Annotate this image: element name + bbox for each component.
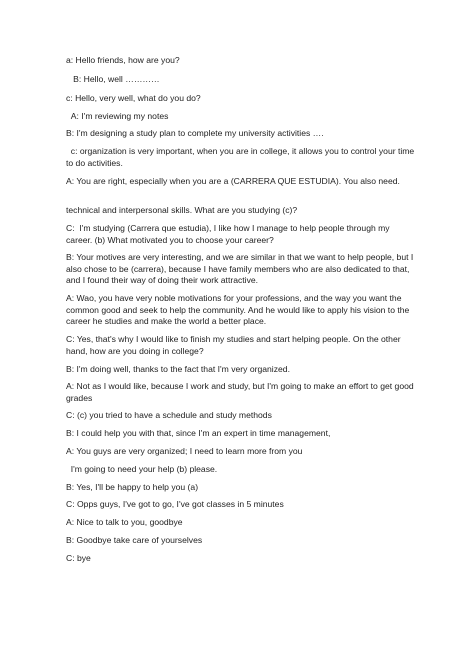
dialogue-line: a: Hello friends, how are you? [66,55,180,65]
dialogue-line: C: Yes, that's why I would like to finish my studies and start helping people. On the other hand, how are you doing in college? [66,334,403,356]
dialogue-line: C: I'm studying (Carrera que estudia), I like how I manage to help people through my career. (b) What motivated you to choose your career? [66,223,392,245]
dialogue-line: A: You are right, especially when you are a (CARRERA QUE ESTUDIA). You also need. [66,176,400,186]
dialogue-line: B: I could help you with that, since I'm an expert in time management, [66,428,331,438]
dialogue-line: c: Hello, very well, what do you do? [66,93,201,103]
dialogue-line: c: organization is very important, when you are in college, it allows you to control your time to do activities. [66,146,417,168]
dialogue-line: A: You guys are very organized; I need to learn more from you [66,446,303,456]
dialogue-line: I'm going to need your help (b) please. [66,464,218,474]
dialogue-line: B: Your motives are very interesting, and we are similar in that we want to help people, but I also chose to be (carrera), because I have family members who are also dedicated to that, and I found their way of doing their work attractive. [66,252,416,285]
dialogue-line: C: bye [66,553,91,563]
dialogue-line: A: Wao, you have very noble motivations for your professions, and the way you want the common good and seek to help the community. And he would like to apply his vision to the career he studies and make the world a better place. [66,293,412,326]
dialogue-line: B: Hello, well ………… [66,74,160,84]
dialogue-line: C: (c) you tried to have a schedule and study methods [66,410,272,420]
dialogue-line: B: I'm doing well, thanks to the fact that I'm very organized. [66,364,290,374]
dialogue-line: technical and interpersonal skills. What are you studying (c)? [66,205,298,215]
dialogue-line: B: I'm designing a study plan to complete my university activities …. [66,128,324,138]
dialogue-line: A: I'm reviewing my notes [66,111,169,121]
dialogue-line: B: Goodbye take care of yourselves [66,535,203,545]
dialogue-line: A: Nice to talk to you, goodbye [66,517,183,527]
dialogue-line: B: Yes, I'll be happy to help you (a) [66,482,199,492]
dialogue-line: A: Not as I would like, because I work and study, but I'm going to make an effort to get good grades [66,381,417,403]
dialogue-line: C: Opps guys, I've got to go, I've got classes in 5 minutes [66,499,284,509]
